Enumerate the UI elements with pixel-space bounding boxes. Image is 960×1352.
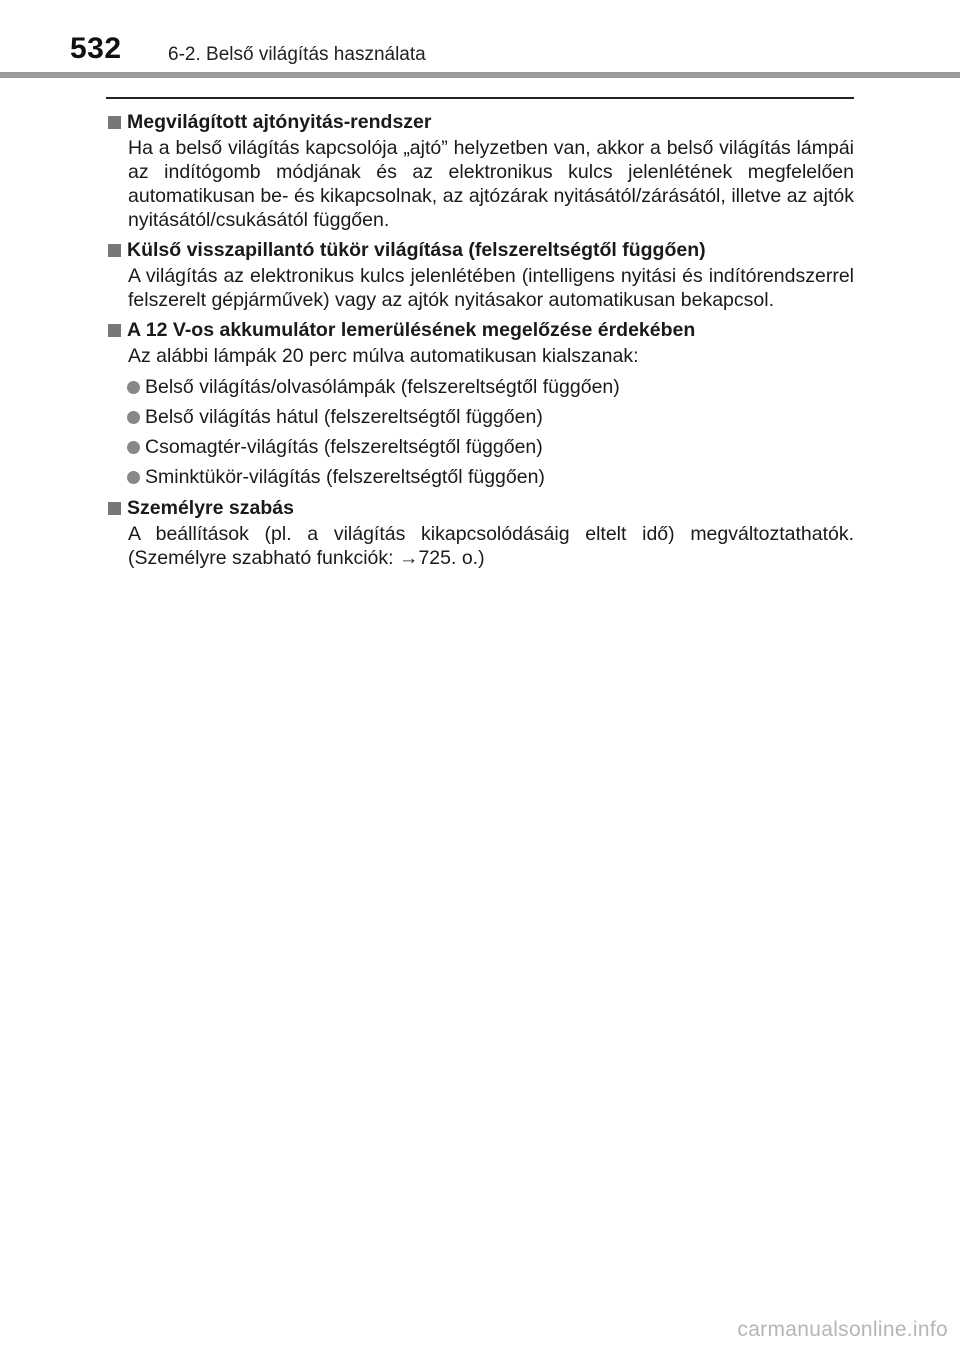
subheading-4 — [108, 494, 854, 522]
subheading-text: A 12 V-os akkumulátor lemerülésének megelőzése érdekében — [127, 319, 696, 341]
top-rule — [106, 97, 854, 99]
circle-bullet-icon — [127, 471, 140, 484]
square-bullet-icon — [108, 116, 121, 129]
section-title: 6-2. Belső világítás használata — [168, 44, 426, 65]
square-bullet-icon — [108, 244, 121, 257]
list-item — [127, 432, 854, 462]
list-item — [127, 372, 854, 402]
subheading-1 — [108, 108, 854, 136]
list-item-text: Sminktükör-világítás (felszereltségtől függően) — [145, 466, 545, 488]
list-item-text: Csomagtér-világítás (felszereltségtől függően) — [145, 436, 543, 458]
list-item — [127, 402, 854, 432]
list-item — [127, 462, 854, 492]
list-item-text: Belső világítás/olvasólámpák (felszereltségtől függően) — [145, 376, 620, 398]
square-bullet-icon — [108, 324, 121, 337]
subheading-2 — [108, 236, 854, 264]
circle-bullet-icon — [127, 411, 140, 424]
paragraph-4: A beállítások (pl. a világítás kikapcsolódásáig eltelt idő) megváltoztathatók. (Személyre szabható funkciók: →725. o.) — [128, 523, 854, 569]
list-item-text: Belső világítás hátul (felszereltségtől függően) — [145, 406, 543, 428]
subheading-text: Külső visszapillantó tükör világítása (felszereltségtől függően) — [127, 239, 706, 261]
paragraph-3: Az alábbi lámpák 20 perc múlva automatikusan kialszanak: — [128, 345, 639, 367]
subheading-text: Személyre szabás — [127, 497, 294, 519]
circle-bullet-icon — [127, 381, 140, 394]
square-bullet-icon — [108, 502, 121, 515]
paragraph-1: Ha a belső világítás kapcsolója „ajtó” helyzetben van, akkor a belső világítás lámpái az indítógomb módjának és az elektronikus kulcs jelenlétének megfelelően automatikusan be- és kikapcsolnak, az ajtózárak nyitásától/zárásától, illetve az ajtók nyitásától/csukásától függően. — [128, 137, 854, 231]
content-body — [108, 106, 854, 574]
watermark: carmanualsonline.info — [737, 1318, 948, 1341]
header-band — [0, 72, 960, 78]
subheading-3 — [108, 316, 854, 344]
paragraph-2: A világítás az elektronikus kulcs jelenlétében (intelligens nyitási és indítórendszerrel felszerelt gépjárművek) vagy az ajtók nyitásakor automatikusan bekapcsol. — [128, 265, 854, 311]
subheading-text: Megvilágított ajtónyitás-rendszer — [127, 111, 432, 133]
page-number: 532 — [70, 32, 122, 65]
circle-bullet-icon — [127, 441, 140, 454]
